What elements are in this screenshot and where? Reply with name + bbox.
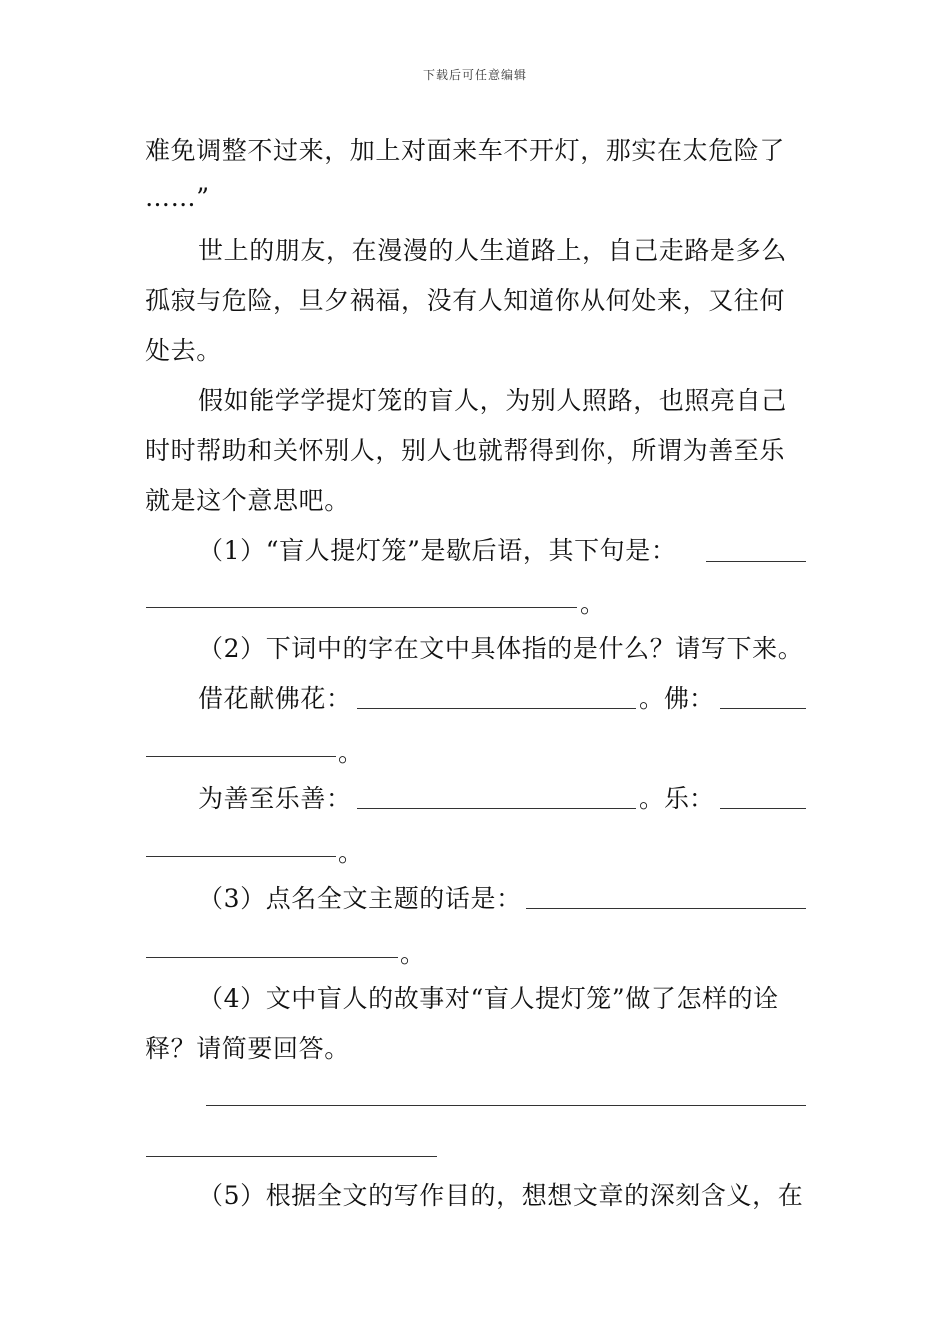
question-2a: 借花献佛花：	[198, 684, 352, 713]
answer-blank[interactable]	[357, 808, 636, 809]
paragraph-line: 就是这个意思吧。	[145, 486, 350, 515]
question-2b-follow: 。乐：	[639, 784, 715, 813]
paragraph-line: 时时帮助和关怀别人，别人也就帮得到你，所谓为善至乐	[145, 436, 786, 465]
answer-blank[interactable]	[146, 856, 336, 857]
paragraph-line: 难免调整不过来，加上对面来车不开灯，那实在太危险了	[145, 136, 786, 165]
answer-blank[interactable]	[146, 607, 577, 608]
question-5: （5）根据全文的写作目的，想想文章的深刻含义，在	[198, 1181, 804, 1210]
paragraph-line: 世上的朋友，在漫漫的人生道路上，自己走路是多么	[198, 236, 787, 265]
page-header: 下载后可任意编辑	[422, 68, 527, 82]
question-4-cont: 释？请简要回答。	[145, 1034, 350, 1063]
question-3: （3）点名全文主题的话是：	[198, 884, 522, 913]
period: 。	[400, 939, 426, 968]
paragraph-line: ……”	[145, 183, 210, 212]
question-2: （2）下词中的字在文中具体指的是什么？请写下来。	[198, 634, 804, 663]
answer-blank[interactable]	[720, 808, 806, 809]
answer-blank[interactable]	[720, 708, 806, 709]
question-1: （1）“盲人提灯笼”是歇后语，其下句是：	[198, 536, 677, 565]
answer-blank[interactable]	[206, 1105, 806, 1106]
paragraph-line: 处去。	[145, 336, 222, 365]
answer-blank[interactable]	[146, 957, 398, 958]
answer-blank[interactable]	[146, 1156, 437, 1157]
question-2b: 为善至乐善：	[198, 784, 352, 813]
question-2a-follow: 。佛：	[639, 684, 715, 713]
question-4: （4）文中盲人的故事对“盲人提灯笼”做了怎样的诠	[198, 984, 779, 1013]
period: 。	[338, 738, 364, 767]
answer-blank[interactable]	[357, 708, 636, 709]
answer-blank[interactable]	[706, 561, 806, 562]
paragraph-line: 假如能学学提灯笼的盲人，为别人照路，也照亮自己	[198, 386, 787, 415]
answer-blank[interactable]	[146, 756, 336, 757]
paragraph-line: 孤寂与危险，旦夕祸福，没有人知道你从何处来，又往何	[145, 286, 786, 315]
period: 。	[580, 589, 606, 618]
answer-blank[interactable]	[526, 908, 806, 909]
period: 。	[338, 838, 364, 867]
